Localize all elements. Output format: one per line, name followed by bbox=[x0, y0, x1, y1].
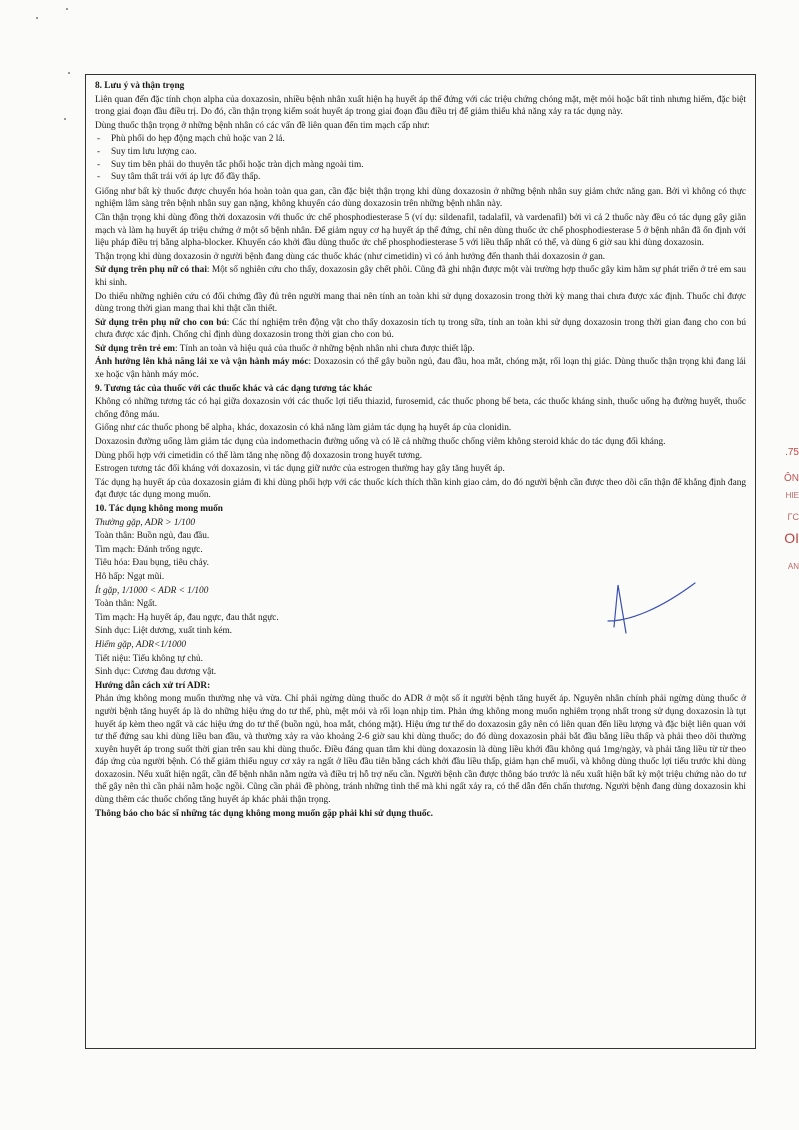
scan-speck bbox=[68, 72, 70, 74]
scan-speck bbox=[36, 17, 38, 19]
section-9-paragraph: Không có những tương tác có hại giữa doxazosin với các thuốc lợi tiểu thiazid, furosemid, các thuốc phong bế beta, các thuốc kháng sinh, thuốc uống hạ đường huyết, thuốc chống đông máu. bbox=[95, 397, 746, 420]
lactation-text: : Các thí nghiệm trên động vật cho thấy doxazosin tích tụ trong sữa, tính an toàn khi sử dụng doxazosin trong thời gian đang cho con bú chưa được xác định. Chống chỉ định dùng doxazosin trong thời gian cho con bú. bbox=[95, 317, 746, 341]
adr-item: Sinh dục: Liệt dương, xuất tinh kém. bbox=[95, 626, 232, 637]
adr-item: Tim mạch: Đánh trống ngực. bbox=[95, 544, 203, 555]
notice-to-doctor: Thông báo cho bác sĩ những tác dụng không mong muốn gặp phải khi sử dụng thuốc. bbox=[95, 808, 433, 819]
adr-item: Sinh dục: Cương đau dương vật. bbox=[95, 667, 217, 678]
edge-mark: OI bbox=[784, 530, 799, 546]
frequency-heading-rare: Hiếm gặp, ADR<1/1000 bbox=[95, 639, 187, 650]
edge-mark: HIE bbox=[785, 491, 799, 500]
children-label: Sử dụng trên trẻ em bbox=[95, 343, 175, 354]
lactation-label: Sử dụng trên phụ nữ cho con bú bbox=[95, 317, 227, 328]
list-item: - Suy tim bên phải do thuyên tắc phổi hoặc tràn dịch màng ngoài tim. bbox=[95, 159, 746, 172]
edge-mark: AN bbox=[787, 562, 799, 571]
section-9-paragraph: Tác dụng hạ huyết áp của doxazosin giảm đi khi dùng phối hợp với các thuốc kích thích thần kinh giao cảm, do đó người bệnh cần được theo dõi cẩn thận để khẳng định đang đạt được tác dụng mong muốn. bbox=[95, 477, 746, 501]
section-8-paragraph: Do thiếu những nghiên cứu có đối chứng đầy đủ trên người mang thai nên tính an toàn khi sử dụng doxazosin trong thời kỳ mang thai chưa được xác định. Thuốc chỉ được dùng trong thời gian mang thai khi thật cần thiết. bbox=[95, 291, 746, 315]
list-item: - Suy tâm thất trái với áp lực đổ đầy thấp. bbox=[95, 171, 746, 184]
edge-mark: ΓC bbox=[787, 512, 799, 522]
list-item: - Suy tim lưu lượng cao. bbox=[95, 146, 746, 159]
frequency-heading-uncommon: Ít gặp, 1/1000 < ADR < 1/100 bbox=[95, 585, 209, 596]
adr-item: Tiêu hóa: Đau bụng, tiêu chảy. bbox=[95, 558, 209, 569]
pregnancy-text: : Một số nghiên cứu cho thấy, doxazosin gây chết phôi. Cũng đã ghi nhận được một vài trường hợp thuốc gây kìm hãm sự phát triển ở trẻ em sau khi sinh. bbox=[95, 265, 747, 288]
adr-item: Hô hấp: Ngạt mũi. bbox=[95, 571, 165, 582]
driving-label: Ảnh hưởng lên khả năng lái xe và vận hành máy móc bbox=[95, 357, 309, 368]
handwritten-mark bbox=[600, 575, 710, 645]
adr-guide-paragraph: Phản ứng không mong muốn thường nhẹ và vừa. Chỉ phải ngừng dùng thuốc do ADR ở một số ít người bệnh tăng huyết áp. Nguyên nhân chính phải ngừng dùng thuốc ở người bệnh tăng huyết áp là do những hiệu ứng do tư thế, phù, mệt mỏi và rối loạn nhịp tim. Phản ứng không mong muốn nghiêm trọng nhất trong sử dụng doxazosin là tụt huyết áp kèm theo ngất và các hiệu ứng do tư thế (buồn ngủ, hoa mắt, chóng mặt). Hiệu ứng tư thế do doxazosin gây nên có liên quan đến liều lượng và đặc biệt liên quan với tư thế đứng sau khi dùng liều ban đầu, và thường xảy ra vào khoảng 2-6 giờ sau khi dùng thuốc; do đó dùng doxazosin phải bắt đầu bằng liều thấp và phải theo dõi thường xuyên huyết áp trong suốt thời gian trên sau khi dùng thuốc. Điều đáng quan tâm khi dùng doxazosin là dùng liều khởi đầu không quá 1mg/ngày, và phải tăng liều từ từ theo đáp ứng của người bệnh. Có thể giảm thiểu nguy cơ xảy ra ngất ở liều đầu tiên bằng cách khởi đầu liều thấp, giảm hạn chế muối, và không dùng thuốc lợi tiểu trước khi dùng doxazosin. Nếu xuất hiện ngất, cần để bệnh nhân nằm ngửa và điều trị hỗ trợ nếu cần. Người bệnh cần được thông báo trước là nếu xuất hiện bất kỳ một triệu chứng nào do tư thế gây nên thì cần phải nằm hoặc ngồi. Cũng cần phải đề phòng, tránh những tình thế mà khi ngất xảy ra, có thể dẫn đến chấn thương. Người bệnh đang dùng doxazosin khi dùng thêm các thuốc chống tăng huyết áp khác phải thận trọng. bbox=[95, 694, 746, 806]
adr-guide-title: Hướng dẫn cách xử trí ADR: bbox=[95, 680, 211, 691]
section-9-paragraph: Doxazosin đường uống làm giảm tác dụng của indomethacin đường uống và có lẽ cả những thuốc chống viêm không steroid khác do tác dụng đối kháng. bbox=[95, 437, 666, 448]
pregnancy-paragraph bbox=[95, 264, 746, 289]
section-8-paragraph: Thận trọng khi dùng doxazosin ở người bệnh đang dùng các thuốc khác (như cimetidin) vì có ảnh hưởng đến thanh thải doxazosin ở gan. bbox=[95, 251, 606, 262]
document-frame bbox=[85, 74, 756, 1049]
driving-text: : Doxazosin có thể gây buồn ngủ, đau đầu, hoa mắt, chóng mặt, rối loạn thị giác. Dùng thuốc thận trọng khi đang lái xe hoặc vận hành máy móc. bbox=[95, 357, 746, 381]
children-text: : Tính an toàn và hiệu quả của thuốc ở những bệnh nhân nhi chưa được thiết lập. bbox=[174, 343, 475, 354]
pregnancy-label: Sử dụng trên phụ nữ có thai bbox=[95, 265, 207, 276]
scan-speck bbox=[66, 8, 68, 10]
section-8-paragraph: Dùng thuốc thận trọng ở những bệnh nhân có các vấn đề liên quan đến tim mạch cấp như: bbox=[95, 120, 430, 131]
section-9-paragraph: Giống như các thuốc phong bế alpha₁ khác, doxazosin có khả năng làm giảm tác dụng hạ huyết áp của clonidin. bbox=[95, 423, 512, 434]
adr-item: Toàn thân: Buồn ngủ, đau đầu. bbox=[95, 531, 210, 542]
section-8-paragraph: Giống như bất kỳ thuốc được chuyển hóa hoàn toàn qua gan, cần đặc biệt thận trọng khi dùng doxazosin ở những bệnh nhân suy giảm chức năng gan. Bởi vì không có thực nghiệm lâm sàng trên bệnh nhân suy gan nặng, không khuyến cáo dùng doxazosin trên những bệnh nhân này. bbox=[95, 186, 746, 210]
section-8-paragraph: Cần thận trọng khi dùng đồng thời doxazosin với thuốc ức chế phosphodiesterase 5 (ví dụ: sildenafil, tadalafil, và vardenafil) bởi vì cả 2 thuốc này đều có tác dụng gây giãn mạch và làm hạ huyết áp triệu chứng ở một số bệnh nhân. Để giảm nguy cơ hạ huyết áp thế đứng, chỉ nên dùng thuốc ức chế phosphodiesterase 5 ở bệnh nhân đã ổn định với liệu pháp điều trị bằng alpha-blocker. Khuyến cáo khởi đầu dùng thuốc ức chế phosphodiesterase 5 với liều thấp nhất có thể, và dùng 6 giờ sau khi dùng doxazosin. bbox=[95, 212, 746, 249]
edge-mark: ÔN bbox=[784, 473, 799, 484]
section-9-paragraph: Estrogen tương tác đối kháng với doxazosin, vì tác dụng giữ nước của estrogen thường hay gây tăng huyết áp. bbox=[95, 464, 505, 475]
frequency-heading-common: Thường gặp, ADR > 1/100 bbox=[95, 517, 196, 528]
section-8-paragraph: Liên quan đến đặc tính chọn alpha của doxazosin, nhiều bệnh nhân xuất hiện hạ huyết áp thế đứng với các triệu chứng chóng mặt, mệt mỏi hoặc bất tỉnh nhưng hiếm, đặc biệt trong giai đoạn đầu điều trị. Do đó, cần thận trọng kiểm soát huyết áp trong giai đoạn đầu điều trị để giảm thiểu khả năng xảy ra tác dụng này. bbox=[95, 94, 746, 118]
section-8-title: 8. Lưu ý và thận trọng bbox=[95, 81, 185, 91]
section-9-paragraph: Dùng phối hợp với cimetidin có thể làm tăng nhẹ nồng độ doxazosin trong huyết tương. bbox=[95, 450, 423, 461]
children-paragraph bbox=[95, 343, 746, 356]
scan-speck bbox=[64, 118, 66, 120]
cardiac-conditions-list bbox=[95, 133, 746, 183]
adr-item: Tiết niệu: Tiểu không tự chủ. bbox=[95, 653, 204, 664]
lactation-paragraph bbox=[95, 317, 746, 342]
edge-mark: .75 bbox=[785, 447, 799, 458]
list-item: - Phù phổi do hẹp động mạch chủ hoặc van 2 lá. bbox=[95, 133, 746, 146]
section-9-title: 9. Tương tác của thuốc với các thuốc khác và các dạng tương tác khác bbox=[95, 383, 373, 394]
adr-item: Toàn thân: Ngất. bbox=[95, 599, 158, 610]
section-10-title: 10. Tác dụng không mong muốn bbox=[95, 504, 223, 514]
adr-item: Tim mạch: Hạ huyết áp, đau ngực, đau thắt ngực. bbox=[95, 612, 279, 623]
driving-paragraph bbox=[95, 356, 746, 381]
